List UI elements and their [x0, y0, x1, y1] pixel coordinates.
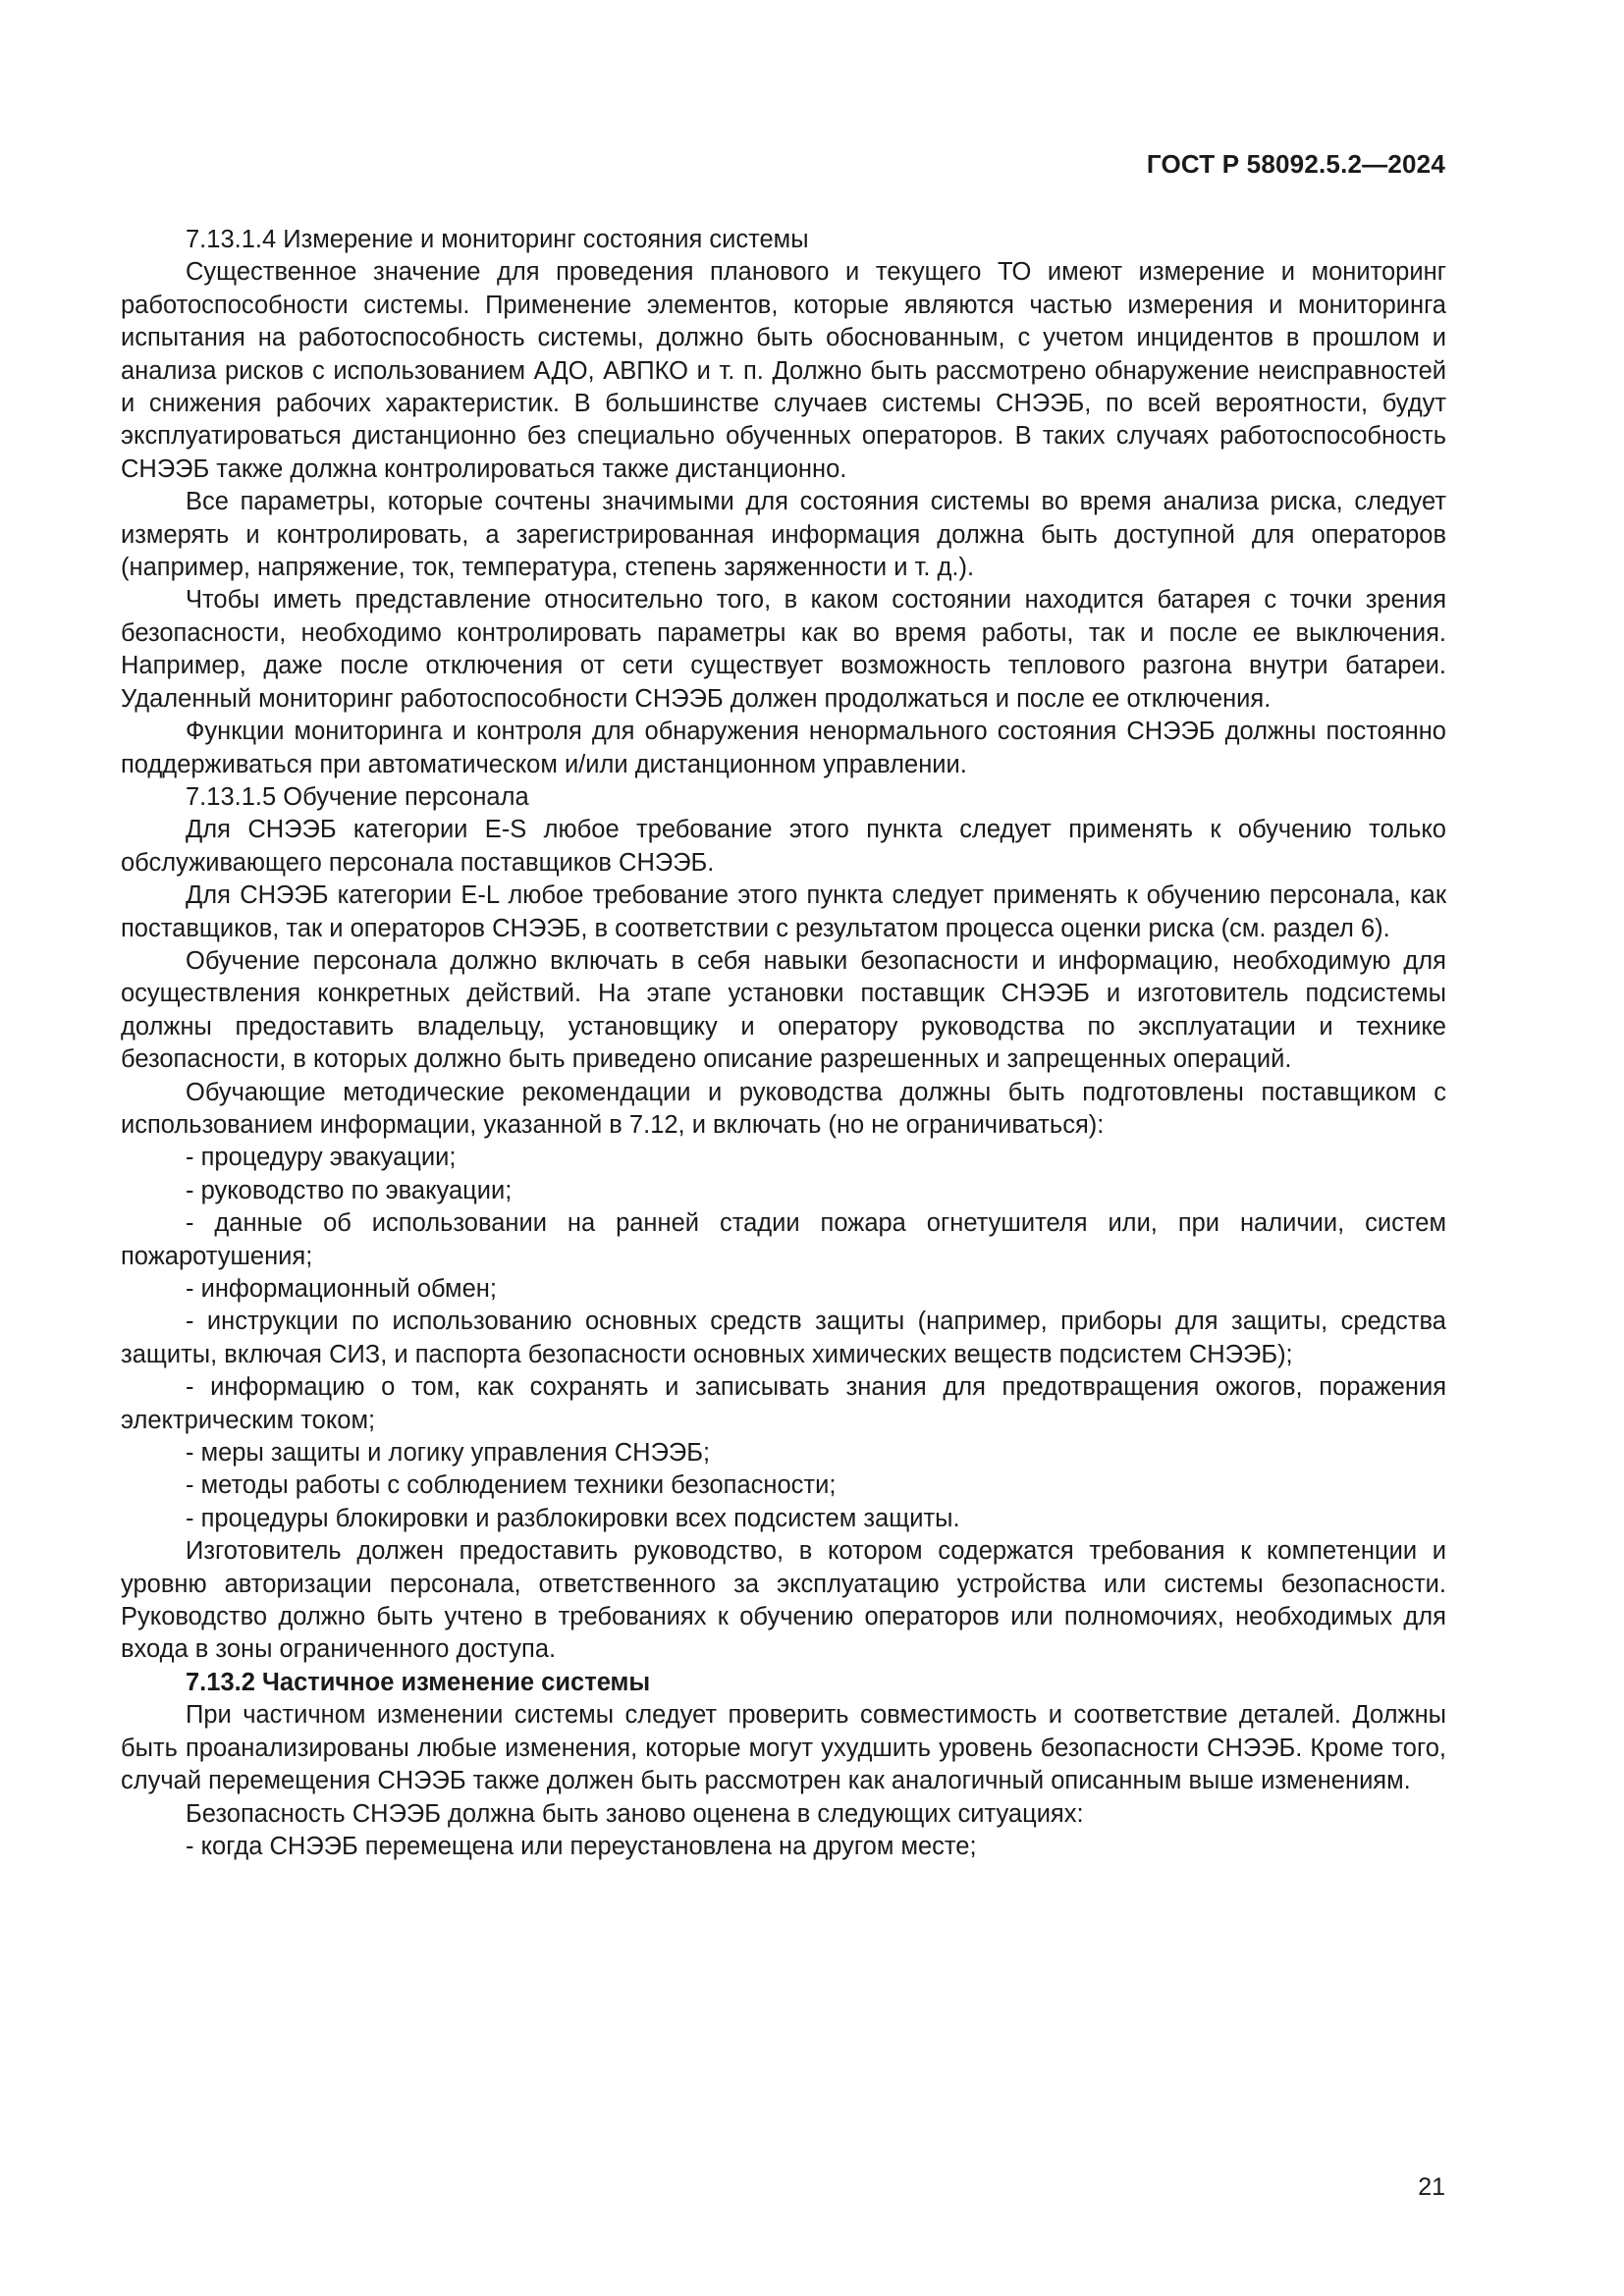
- paragraph: Чтобы иметь представление относительно того, в каком состоянии находится батарея с точки зрения безопасности, необходимо контролировать параметры как во время работы, так и после ее выключения. Например, даже после отключения от сети существует возможность теплового разгона внутри батареи. Удаленный мониторинг работоспособности СНЭЭБ должен продолжаться и после ее отключения.: [121, 586, 1446, 713]
- list-item: - инструкции по использованию основных средств защиты (например, приборы для защиты, средства защиты, включая СИЗ, и паспорта безопасности основных химических веществ подсистем СНЭЭБ);: [121, 1308, 1446, 1368]
- section-heading: 7.13.2 Частичное изменение системы: [186, 1668, 651, 1696]
- paragraph: Обучение персонала должно включать в себя навыки безопасности и информацию, необходимую для осуществления конкретных действий. На этапе установки поставщик СНЭЭБ и изготовитель подсистемы должны предоставить владельцу, установщику и оператору руководства по эксплуатации и технике безопасности, в которых должно быть приведено описание разрешенных и запрещенных операций.: [121, 946, 1446, 1074]
- list-item: - процедуру эвакуации;: [186, 1144, 457, 1172]
- list-item: - меры защиты и логику управления СНЭЭБ;: [186, 1439, 711, 1468]
- subsection-heading: 7.13.1.4 Измерение и мониторинг состояния системы: [186, 226, 809, 253]
- list-item: - информацию о том, как сохранять и записывать знания для предотвращения ожогов, поражения электрическим током;: [121, 1373, 1446, 1434]
- paragraph: Функции мониторинга и контроля для обнаружения ненормального состояния СНЭЭБ должны постоянно поддерживаться при автоматическом и/или дистанционном управлении.: [121, 718, 1446, 778]
- subsection-heading: 7.13.1.5 Обучение персонала: [186, 782, 529, 811]
- paragraph: Безопасность СНЭЭБ должна быть заново оценена в следующих ситуациях:: [186, 1799, 1084, 1828]
- paragraph: Для СНЭЭБ категории E-S любое требование этого пункта следует применять к обучению только обслуживающего персонала поставщиков СНЭЭБ.: [121, 816, 1446, 877]
- list-item: - данные об использовании на ранней стадии пожара огнетушителя или, при наличии, систем пожаротушения;: [121, 1209, 1446, 1270]
- paragraph: Изготовитель должен предоставить руководство, в котором содержатся требования к компетенции и уровню авторизации персонала, ответственного за эксплуатацию устройства или системы безопасности. Руководство должно быть учтено в требованиях к обучению операторов или полномочиях, необходимых для входа в зоны ограниченного доступа.: [121, 1537, 1446, 1664]
- document-body: [121, 224, 1446, 1863]
- list-item: - процедуры блокировки и разблокировки всех подсистем защиты.: [186, 1504, 960, 1532]
- list-item: - методы работы с соблюдением техники безопасности;: [186, 1471, 837, 1500]
- paragraph: Обучающие методические рекомендации и руководства должны быть подготовлены поставщиком с использованием информации, указанной в 7.12, и включать (но не ограничиваться):: [121, 1078, 1446, 1139]
- document-code: ГОСТ Р 58092.5.2—2024: [1146, 149, 1445, 179]
- list-item: - руководство по эвакуации;: [186, 1176, 513, 1204]
- paragraph: Существенное значение для проведения планового и текущего ТО имеют измерение и мониторинг работоспособности системы. Применение элементов, которые являются частью измерения и мониторинга испытания на работоспособность системы, должно быть обоснованным, с учетом инцидентов в прошлом и анализа рисков с использованием АДО, АВПКО и т. п. Должно быть рассмотрено обнаружение неисправностей и снижения рабочих характеристик. В большинстве случаев системы СНЭЭБ, по всей вероятности, будут эксплуатироваться дистанционно без специально обученных операторов. В таких случаях работоспособность СНЭЭБ также должна контролироваться также дистанционно.: [121, 258, 1446, 483]
- paragraph: Для СНЭЭБ категории E-L любое требование этого пункта следует применять к обучению персонала, как поставщиков, так и операторов СНЭЭБ, в соответствии с результатом процесса оценки риска (см. раздел 6).: [121, 881, 1446, 942]
- paragraph: Все параметры, которые сочтены значимыми для состояния системы во время анализа риска, следует измерять и контролировать, а зарегистрированная информация должна быть доступной для операторов (например, напряжение, ток, температура, степень заряженности и т. д.).: [121, 488, 1446, 582]
- list-item: - когда СНЭЭБ перемещена или переустановлена на другом месте;: [186, 1832, 977, 1860]
- page-number: 21: [1418, 2173, 1445, 2201]
- list-item: - информационный обмен;: [186, 1275, 497, 1303]
- paragraph: При частичном изменении системы следует проверить совместимость и соответствие деталей. Должны быть проанализированы любые изменения, которые могут ухудшить уровень безопасности СНЭЭБ. Кроме того, случай перемещения СНЭЭБ также должен быть рассмотрен как аналогичный описанным выше изменениям.: [121, 1701, 1446, 1795]
